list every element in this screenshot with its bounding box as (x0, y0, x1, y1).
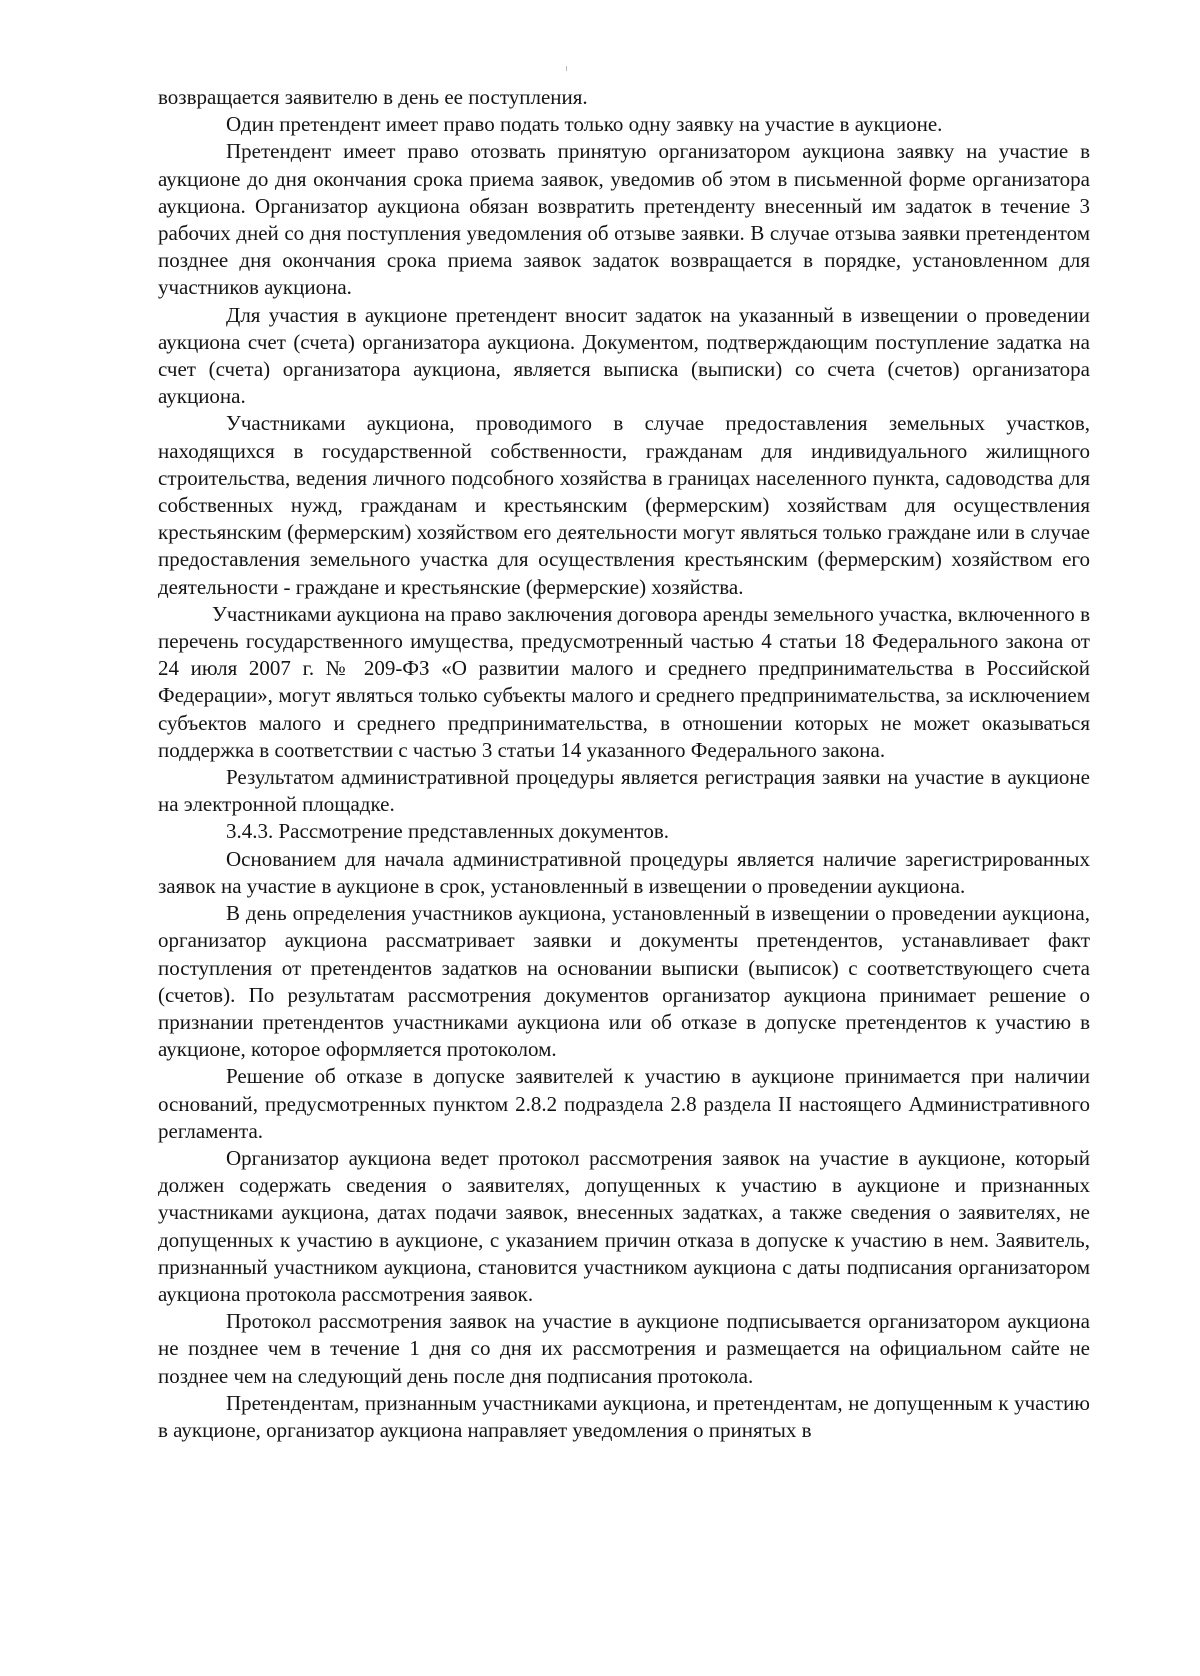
paragraph-participants-citizens: Участниками аукциона, проводимого в случае предоставления земельных участков, находящихся в государственной собственности, гражданам для индивидуального жилищного строительства, ведения личного подсобного хозяйства в границах населенного пункта, садоводства для собственных нужд, гражданам и крестьянским (фермерским) хозяйствам для осуществления крестьянским (фермерским) хозяйством его деятельности могут являться только граждане или в случае предоставления земельного участка для осуществления крестьянским (фермерским) хозяйством его деятельности - граждане и крестьянские (фермерские) хозяйства. (158, 411, 1090, 599)
paragraph-notifications: Претендентам, признанным участниками аукциона, и претендентам, не допущенным к участию в аукционе, организатор аукциона направляет уведомления о принятых в (158, 1390, 1090, 1442)
paragraph-participants-small-business: Участниками аукциона на право заключения договора аренды земельного участка, включенного в перечень государственного имущества, предусмотренный частью 4 статьи 18 Федерального закона от 24 июля 2007 г. № 209-ФЗ «О развитии малого и среднего предпринимательства в Российской Федерации», могут являться только субъекты малого и среднего предпринимательства, за исключением субъектов малого и среднего предпринимательства, в отношении которых не может оказываться поддержка в соответствии с частью 3 статьи 14 указанного Федерального закона. (158, 601, 1090, 762)
section-heading-3-4-3: 3.4.3. Рассмотрение представленных документов. (226, 819, 669, 844)
paragraph-review-protocol: Организатор аукциона ведет протокол рассмотрения заявок на участие в аукционе, который должен содержать сведения о заявителях, допущенных к участию в аукционе и признанных участниками аукциона, датах подачи заявок, внесенных задатках, а также сведения о заявителях, не допущенных к участию в аукционе, с указанием причин отказа в допуске к участию в нем. Заявитель, признанный участником аукциона, становится участником аукциона с даты подписания организатором аукциона протокола рассмотрения заявок. (158, 1145, 1090, 1306)
paragraph-grounds: Основанием для начала административной процедуры является наличие зарегистрированных заявок на участие в аукционе в срок, установленный в извещении о проведении аукциона. (158, 846, 1090, 898)
paragraph-deposit: Для участия в аукционе претендент вносит задаток на указанный в извещении о проведении аукциона счет (счета) организатора аукциона. Документом, подтверждающим поступление задатка на счет (счета) организатора аукциона, является выписка (выписки) со счета (счетов) организатора аукциона. (158, 302, 1090, 409)
paragraph-continuation: возвращается заявителю в день ее поступления. (158, 85, 588, 109)
paragraph-one-application: Один претендент имеет право подать только одну заявку на участие в аукционе. (226, 112, 943, 137)
page-scan-mark (566, 66, 567, 71)
paragraph-withdrawal: Претендент имеет право отозвать принятую организатором аукциона заявку на участие в аукционе до дня окончания срока приема заявок, уведомив об этом в письменной форме организатора аукциона. Организатор аукциона обязан возвратить претенденту внесенный им задаток в течение 3 рабочих дней со дня поступления уведомления об отзыве заявки. В случае отзыва заявки претендентом позднее дня окончания срока приема заявок задаток возвращается в порядке, установленном для участников аукциона. (158, 139, 1090, 300)
paragraph-review-day: В день определения участников аукциона, установленный в извещении о проведении аукциона, организатор аукциона рассматривает заявки и документы претендентов, устанавливает факт поступления от претендентов задатков на основании выписки (выписок) с соответствующего счета (счетов). По результатам рассмотрения документов организатор аукциона принимает решение о признании претендентов участниками аукциона или об отказе в допуске претендентов к участию в аукционе, которое оформляется протоколом. (158, 901, 1090, 1062)
paragraph-refusal-decision: Решение об отказе в допуске заявителей к участию в аукционе принимается при наличии оснований, предусмотренных пунктом 2.8.2 подраздела 2.8 раздела II настоящего Административного регламента. (158, 1064, 1090, 1143)
paragraph-procedure-result: Результатом административной процедуры является регистрация заявки на участие в аукционе на электронной площадке. (158, 765, 1090, 817)
document-body (158, 84, 1090, 1444)
paragraph-protocol-signing: Протокол рассмотрения заявок на участие в аукционе подписывается организатором аукциона не позднее чем в течение 1 дня со дня их рассмотрения и размещается на официальном сайте не позднее чем на следующий день после дня подписания протокола. (158, 1309, 1090, 1388)
